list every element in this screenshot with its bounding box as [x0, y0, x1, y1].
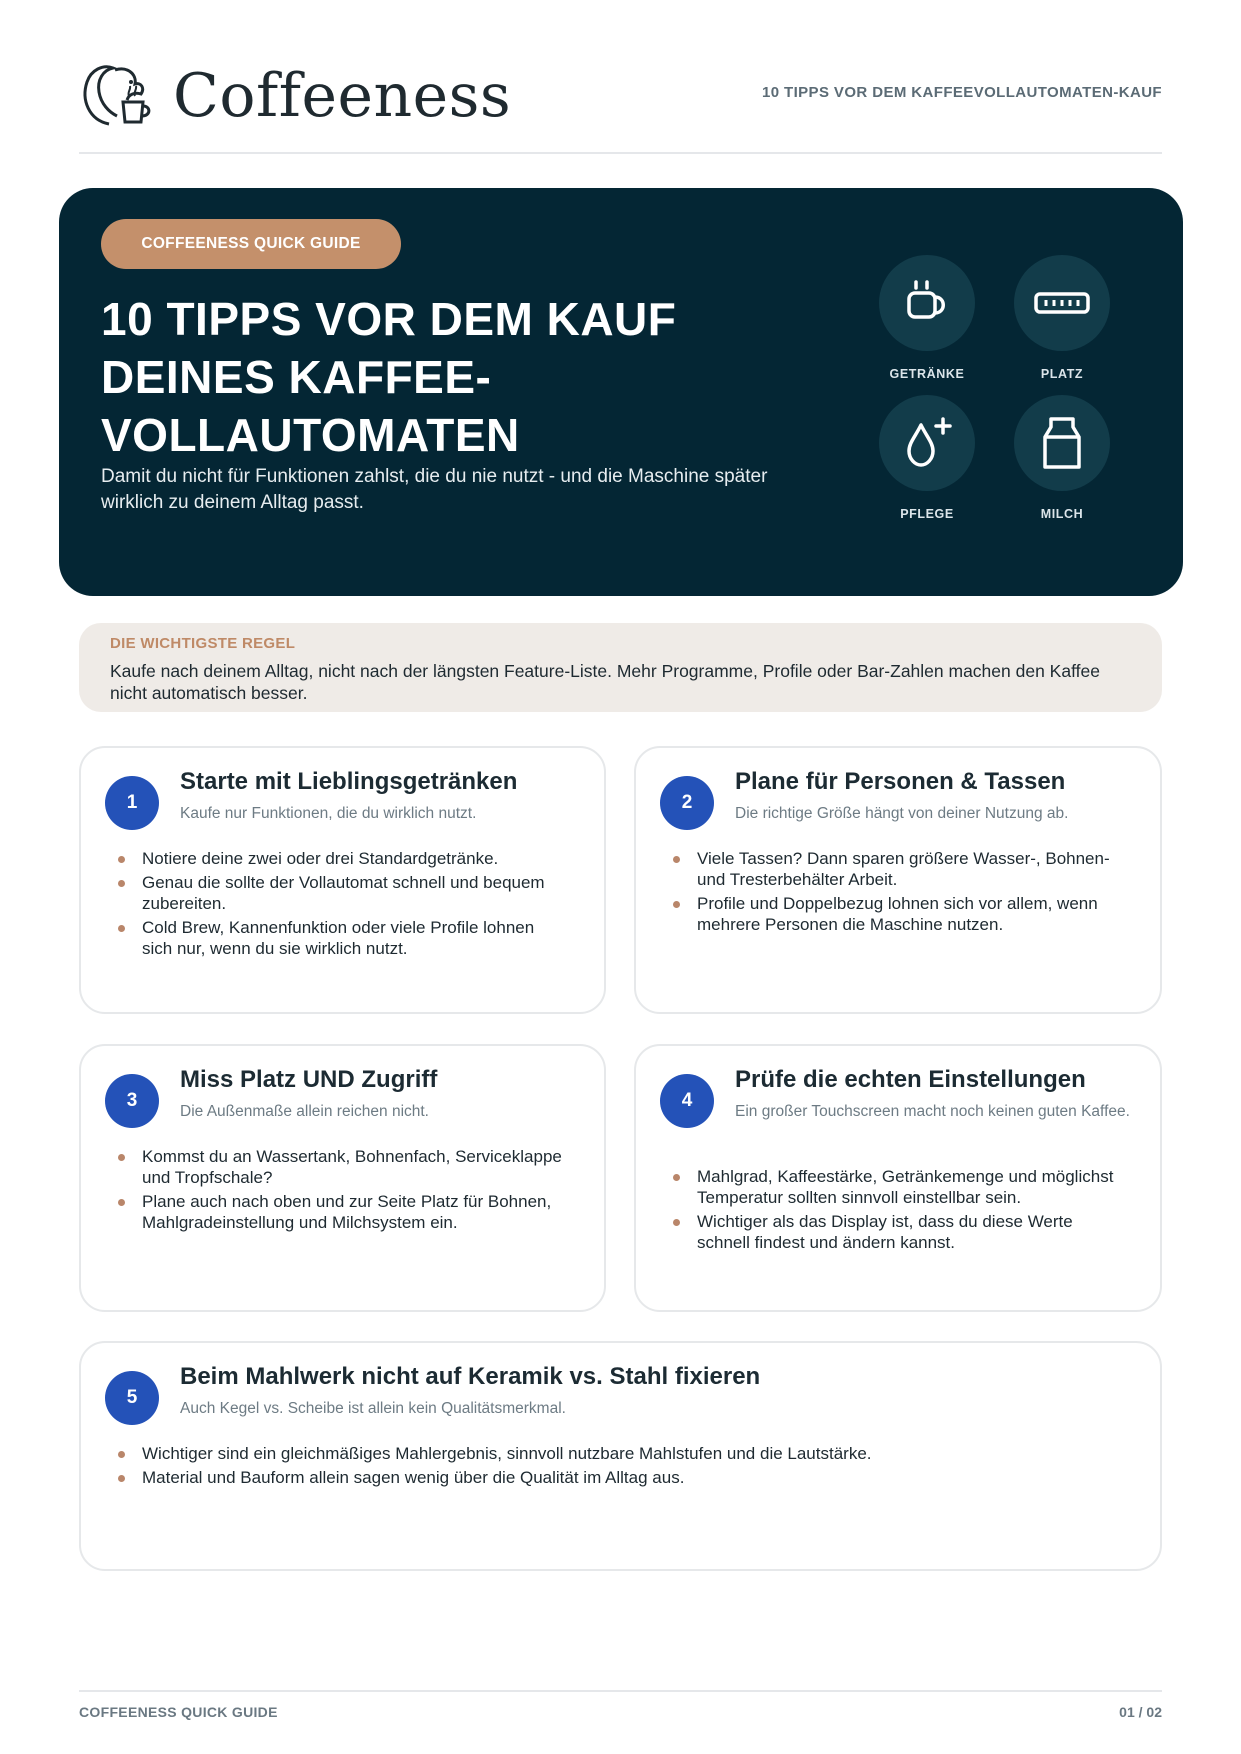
feature-pflege: [867, 395, 987, 521]
feature-label: MILCH: [1040, 507, 1084, 521]
feature-getraenke: [867, 255, 987, 381]
header-divider: [79, 152, 1162, 154]
tip-title: Beim Mahlwerk nicht auf Keramik vs. Stahl fixieren: [180, 1363, 761, 1390]
tip-number: 2: [660, 776, 714, 830]
hero-title-line: DEINES KAFFEE-: [101, 351, 492, 403]
tip-subtitle: Auch Kegel vs. Scheibe ist allein kein Qualitätsmerkmal.: [180, 1400, 566, 1417]
tip-subtitle: Kaufe nur Funktionen, die du wirklich nutzt.: [180, 805, 477, 822]
milk-container-icon: [1035, 413, 1089, 473]
tip-bullets: [118, 848, 558, 962]
brand-name: Coffeeness: [173, 61, 512, 131]
list-item: Wichtiger sind ein gleichmäßiges Mahlergebnis, sinnvoll nutzbare Mahlstufen und die Lautstärke.: [118, 1443, 1118, 1464]
tip-subtitle: Die Außenmaße allein reichen nicht.: [180, 1103, 429, 1120]
tip-card-4: [634, 1044, 1162, 1312]
water-drop-plus-icon: [897, 413, 957, 473]
list-item: Profile und Doppelbezug lohnen sich vor allem, wenn mehrere Personen die Maschine nutzen.: [673, 893, 1123, 935]
list-item: Viele Tassen? Dann sparen größere Wasser-, Bohnen- und Tresterbehälter Arbeit.: [673, 848, 1123, 890]
tip-number: 3: [105, 1074, 159, 1128]
ruler-icon: [1032, 276, 1092, 330]
key-rule-box: [79, 623, 1162, 712]
hero-title-line: 10 TIPPS VOR DEM KAUF: [101, 293, 677, 345]
hero-subtitle: Damit du nicht für Funktionen zahlst, die du nie nutzt - und die Maschine später wirklich zu deinem Alltag passt.: [101, 466, 768, 513]
tip-number: 1: [105, 776, 159, 830]
list-item: Notiere deine zwei oder drei Standardgetränke.: [118, 848, 558, 869]
feature-label: PFLEGE: [900, 507, 954, 521]
tip-number: 5: [105, 1371, 159, 1425]
rule-kicker: DIE WICHTIGSTE REGEL: [110, 635, 296, 652]
list-item: Cold Brew, Kannenfunktion oder viele Profile lohnen sich nur, wenn du sie wirklich nutzt.: [118, 917, 558, 959]
document-title: 10 TIPPS VOR DEM KAFFEEVOLLAUTOMATEN-KAUF: [761, 84, 1162, 101]
tip-card-5: [79, 1341, 1162, 1571]
tip-subtitle: Die richtige Größe hängt von deiner Nutzung ab.: [735, 805, 1069, 822]
footer-divider: [79, 1690, 1162, 1692]
tip-card-3: [79, 1044, 606, 1312]
cup-icon: [900, 276, 954, 330]
tip-title: Miss Platz UND Zugriff: [180, 1066, 438, 1093]
tip-bullets: [673, 848, 1123, 938]
feature-label: PLATZ: [1040, 367, 1084, 381]
feature-platz: [1002, 255, 1122, 381]
tip-card-2: [634, 746, 1162, 1014]
tip-subtitle: Ein großer Touchscreen macht noch keinen guten Kaffee.: [735, 1103, 1130, 1120]
hero-title-line: VOLLAUTOMATEN: [101, 409, 520, 461]
page-header: [79, 56, 1162, 154]
tip-title: Prüfe die echten Einstellungen: [735, 1066, 1086, 1093]
squirrel-coffee-logo-icon: [79, 60, 155, 132]
tip-title: Plane für Personen & Tassen: [735, 768, 1066, 795]
list-item: Mahlgrad, Kaffeestärke, Getränkemenge und möglichst Temperatur sollten sinnvoll einstellbar sein.: [673, 1166, 1128, 1208]
tip-title: Starte mit Lieblingsgetränken: [180, 768, 518, 795]
list-item: Wichtiger als das Display ist, dass du diese Werte schnell findest und ändern kannst.: [673, 1211, 1128, 1253]
list-item: Kommst du an Wassertank, Bohnenfach, Serviceklappe und Tropfschale?: [118, 1146, 568, 1188]
tip-bullets: [673, 1166, 1128, 1256]
tip-bullets: [118, 1443, 1118, 1491]
list-item: Genau die sollte der Vollautomat schnell und bequem zubereiten.: [118, 872, 558, 914]
feature-milch: [1002, 395, 1122, 521]
footer-label: COFFEENESS QUICK GUIDE: [79, 1704, 278, 1720]
list-item: Plane auch nach oben und zur Seite Platz für Bohnen, Mahlgradeinstellung und Milchsystem ein.: [118, 1191, 568, 1233]
guide-badge: COFFEENESS QUICK GUIDE: [101, 219, 401, 269]
page-number: 01 / 02: [1119, 1704, 1162, 1720]
feature-label: GETRÄNKE: [889, 367, 965, 381]
hero-title: [101, 290, 821, 464]
tip-number: 4: [660, 1074, 714, 1128]
rule-text: Kaufe nach deinem Alltag, nicht nach der längsten Feature-Liste. Mehr Programme, Profile oder Bar-Zahlen machen den Kaffee nicht automatisch besser.: [110, 661, 1100, 703]
tip-card-1: [79, 746, 606, 1014]
tip-bullets: [118, 1146, 568, 1236]
hero-banner: [59, 188, 1183, 596]
list-item: Material und Bauform allein sagen wenig über die Qualität im Alltag aus.: [118, 1467, 1118, 1488]
